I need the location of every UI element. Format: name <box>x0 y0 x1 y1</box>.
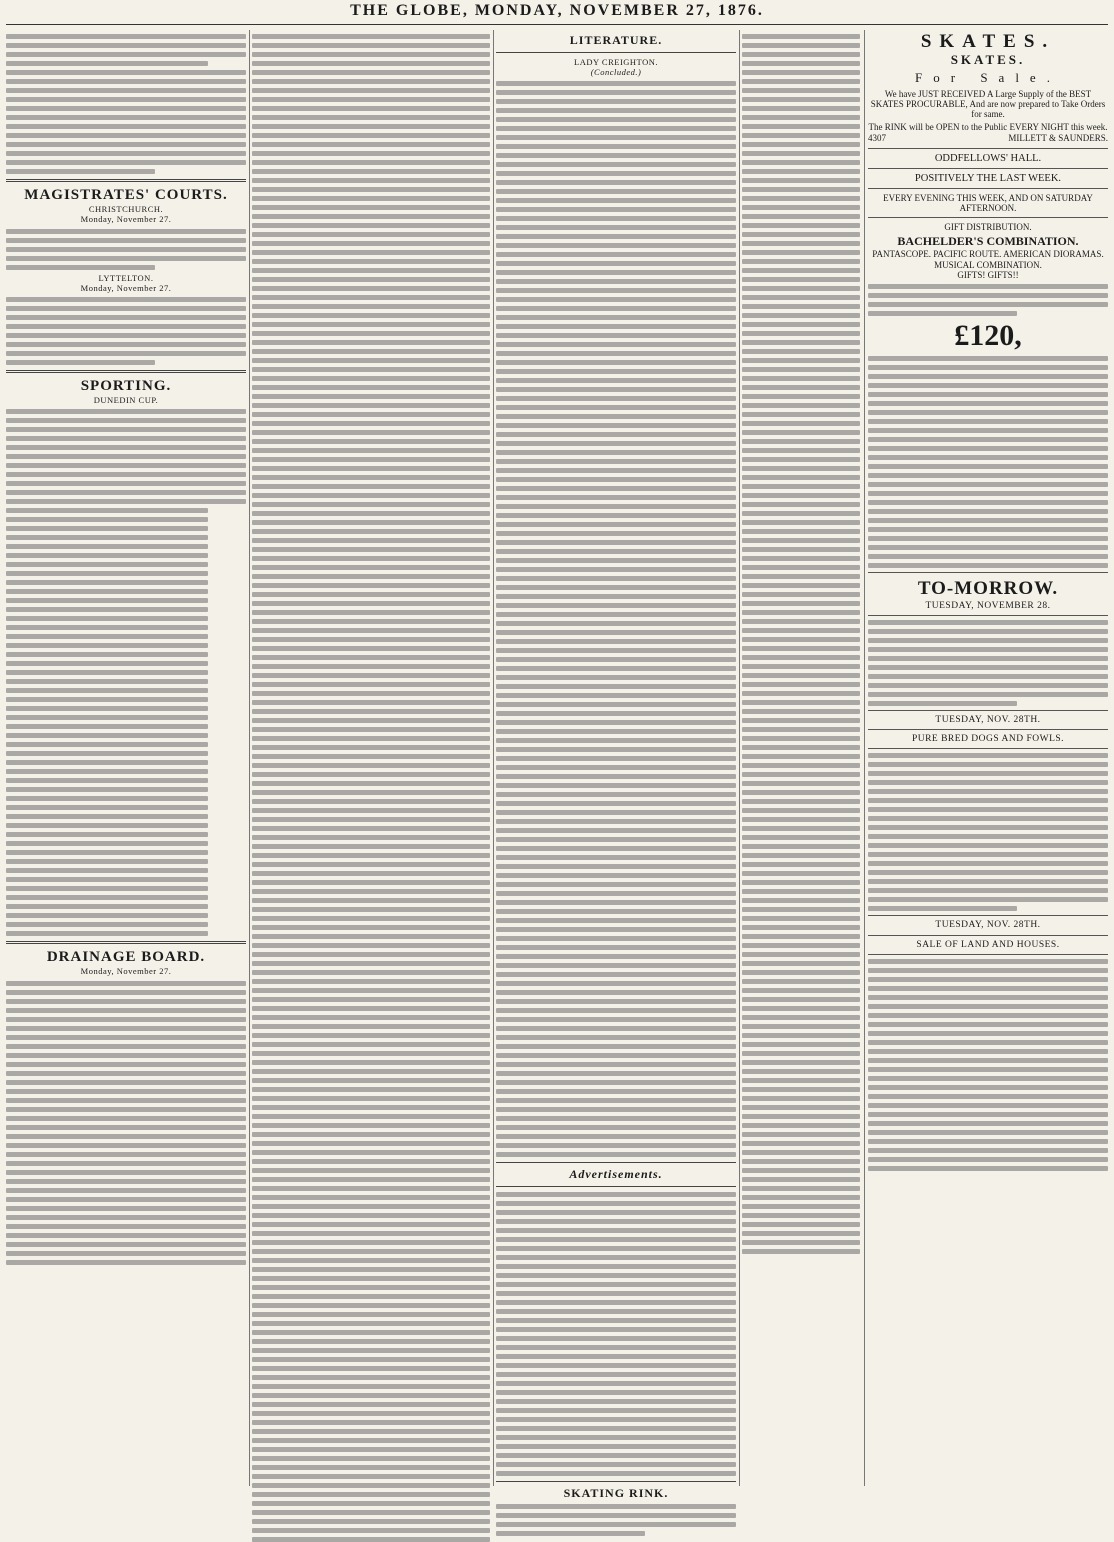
lyttelton-text <box>6 297 246 365</box>
advertisements-heading: Advertisements. <box>569 1167 663 1182</box>
column-4 <box>742 30 860 1486</box>
gift-ad-text <box>868 284 1108 316</box>
christchurch-text <box>6 229 246 270</box>
drainage-text <box>6 981 246 1265</box>
gift-distribution: GIFT DISTRIBUTION. <box>944 222 1032 233</box>
magistrates-heading: MAGISTRATES' COURTS. <box>24 187 228 203</box>
column-rule <box>493 30 494 1486</box>
race-entries-list <box>6 508 246 936</box>
wanted-ads <box>496 1192 736 1476</box>
lyttelton-subhead: LYTTELTON. <box>98 272 154 283</box>
skating-rink-heading: SKATING RINK. <box>563 1486 669 1501</box>
drainage-board-continued-text <box>252 34 490 1542</box>
drainage-board-heading: DRAINAGE BOARD. <box>46 949 206 966</box>
tuesday-nov-28-b: TUESDAY, NOV. 28TH. <box>935 920 1041 931</box>
to-morrow-heading: TO-MORROW. <box>917 578 1059 600</box>
tomorrow-date: TUESDAY, NOVEMBER 28. <box>925 600 1051 611</box>
concluded-subhead: (Concluded.) <box>590 67 642 78</box>
skates-title: SKATES. <box>920 31 1056 52</box>
christchurch-date: Monday, November 27. <box>80 214 172 225</box>
column-3 <box>496 30 736 1501</box>
hawkes-auction-text <box>868 620 1108 706</box>
skating-rink-text <box>496 1504 736 1536</box>
pantascope-line: PANTASCOPE. PACIFIC ROUTE. AMERICAN DIORAMAS. MUSICAL COMBINATION. <box>872 249 1104 270</box>
literature-heading: LITERATURE. <box>569 33 663 47</box>
skates-ad-footer <box>868 134 1108 144</box>
for-sale-heading: For Sale. <box>915 69 1061 85</box>
positively-last-week: POSITIVELY THE LAST WEEK. <box>914 172 1062 184</box>
skates-rink-notice: The RINK will be OPEN to the Public EVERY NIGHT this week. <box>868 121 1108 132</box>
oddfellows-heading: ODDFELLOWS' HALL. <box>934 152 1042 164</box>
drainage-date: Monday, November 27. <box>80 966 172 977</box>
every-evening-notice: EVERY EVENING THIS WEEK, AND ON SATURDAY AFTERNOON. <box>883 193 1093 214</box>
lyttelton-date: Monday, November 27. <box>80 282 172 293</box>
dunedin-cup-subhead: DUNEDIN CUP. <box>93 395 159 406</box>
column-rule <box>739 30 740 1486</box>
story-continued-text <box>742 34 860 1254</box>
skates-ad-number: 4307 <box>868 132 886 143</box>
dunedin-cup-text <box>6 409 246 504</box>
pure-bred-dogs-heading: PURE BRED DOGS AND FOWLS. <box>911 734 1065 745</box>
skates-ad-signature: MILLETT & SAUNDERS. <box>1008 132 1108 143</box>
top-rule <box>6 24 1108 25</box>
masthead: THE GLOBE, MONDAY, NOVEMBER 27, 1876. <box>350 2 764 19</box>
gift-ad-details <box>868 356 1108 568</box>
christchurch-subhead: CHRISTCHURCH. <box>88 204 164 215</box>
gift-price: £120, <box>954 318 1022 352</box>
sale-of-land-heading: SALE OF LAND AND HOUSES. <box>916 939 1060 950</box>
dogs-fowls-text <box>868 753 1108 911</box>
sporting-heading: SPORTING. <box>80 377 172 394</box>
column-2 <box>252 30 490 1486</box>
column-rule <box>864 30 865 1486</box>
bachelder-combination: BACHELDER'S COMBINATION. <box>897 233 1079 248</box>
column-rule <box>249 30 250 1486</box>
skates-subtitle: SKATES. <box>950 51 1026 67</box>
gifts-line: GIFTS! GIFTS!! <box>957 269 1019 280</box>
column-1 <box>6 30 246 1486</box>
skates-ad-body: We have JUST RECEIVED A Large Supply of the BEST SKATES PROCURABLE, And are now prepared to Take Orders for same. <box>870 88 1106 119</box>
lady-creighton-heading: LADY CREIGHTON. <box>574 56 658 67</box>
cricket-text-block <box>6 34 246 174</box>
land-sale-text <box>868 959 1108 1171</box>
column-5-ads <box>868 30 1108 1486</box>
lady-creighton-story-text <box>496 81 736 1157</box>
tuesday-nov-28-a: TUESDAY, NOV. 28TH. <box>935 714 1041 725</box>
